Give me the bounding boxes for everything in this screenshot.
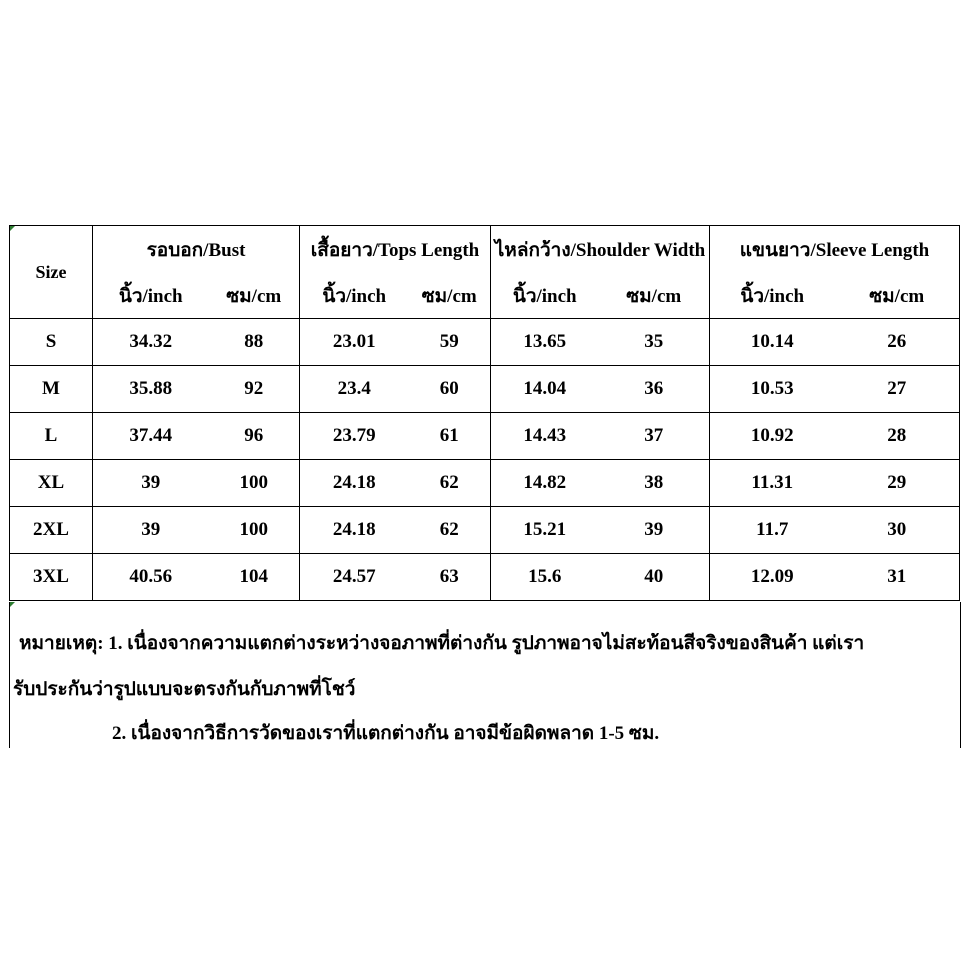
bust-inch-cell: 37.44 — [93, 413, 209, 460]
bust-inch-cell: 39 — [93, 460, 209, 507]
size-cell: L — [10, 413, 93, 460]
shoulder-cm-cell: 38 — [599, 460, 710, 507]
sleeve-cm-cell: 28 — [835, 413, 960, 460]
unit-cm-header: ซม/cm — [599, 273, 710, 319]
notes-section — [9, 602, 961, 748]
length-inch-cell: 24.18 — [300, 507, 409, 554]
sleeve-inch-cell: 12.09 — [710, 554, 835, 601]
table-row — [10, 507, 960, 554]
shoulder-cm-cell: 39 — [599, 507, 710, 554]
bust-cm-cell: 100 — [209, 507, 300, 554]
shoulder-inch-cell: 13.65 — [491, 319, 599, 366]
length-inch-cell: 24.18 — [300, 460, 409, 507]
sleeve-cm-cell: 27 — [835, 366, 960, 413]
shoulder-cm-cell: 35 — [599, 319, 710, 366]
note-line-1: หมายเหตุ: 1. เนื่องจากความแตกต่างระหว่างจอภาพที่ต่างกัน รูปภาพอาจไม่สะท้อนสีจริงของสินค้า แต่เรา — [19, 633, 865, 654]
sleeve-cm-cell: 30 — [835, 507, 960, 554]
unit-cm-header: ซม/cm — [409, 273, 491, 319]
length-inch-cell: 23.4 — [300, 366, 409, 413]
header-row-units — [10, 273, 960, 319]
sleeve-length-header: แขนยาว/Sleeve Length — [710, 226, 960, 274]
length-cm-cell: 59 — [409, 319, 491, 366]
length-cm-cell: 60 — [409, 366, 491, 413]
sleeve-inch-cell: 10.92 — [710, 413, 835, 460]
size-cell: XL — [10, 460, 93, 507]
header-row-groups — [10, 226, 960, 274]
length-inch-cell: 24.57 — [300, 554, 409, 601]
length-cm-cell: 62 — [409, 460, 491, 507]
shoulder-inch-cell: 15.6 — [491, 554, 599, 601]
length-inch-cell: 23.01 — [300, 319, 409, 366]
unit-cm-header: ซม/cm — [209, 273, 300, 319]
bust-inch-cell: 35.88 — [93, 366, 209, 413]
sleeve-inch-cell: 11.31 — [710, 460, 835, 507]
bust-inch-cell: 40.56 — [93, 554, 209, 601]
bust-cm-cell: 92 — [209, 366, 300, 413]
bust-inch-cell: 39 — [93, 507, 209, 554]
size-cell: M — [10, 366, 93, 413]
bust-inch-cell: 34.32 — [93, 319, 209, 366]
length-cm-cell: 63 — [409, 554, 491, 601]
unit-cm-header: ซม/cm — [835, 273, 960, 319]
table-row — [10, 554, 960, 601]
size-header: Size — [10, 226, 93, 319]
bust-cm-cell: 88 — [209, 319, 300, 366]
unit-inch-header: นิ้ว/inch — [491, 273, 599, 319]
shoulder-inch-cell: 15.21 — [491, 507, 599, 554]
shoulder-inch-cell: 14.43 — [491, 413, 599, 460]
bust-cm-cell: 104 — [209, 554, 300, 601]
shoulder-inch-cell: 14.04 — [491, 366, 599, 413]
shoulder-width-header: ไหล่กว้าง/Shoulder Width — [491, 226, 710, 274]
shoulder-cm-cell: 40 — [599, 554, 710, 601]
table-row — [10, 413, 960, 460]
unit-inch-header: นิ้ว/inch — [93, 273, 209, 319]
note-line-3: 2. เนื่องจากวิธีการวัดของเราที่แตกต่างกัน อาจมีข้อผิดพลาด 1-5 ซม. — [112, 723, 660, 744]
note-line-2: รับประกันว่ารูปแบบจะตรงกันกับภาพที่โชว์ — [13, 679, 356, 700]
bust-cm-cell: 96 — [209, 413, 300, 460]
unit-inch-header: นิ้ว/inch — [710, 273, 835, 319]
size-cell: 2XL — [10, 507, 93, 554]
tops-length-header: เสื้อยาว/Tops Length — [300, 226, 491, 274]
sleeve-cm-cell: 29 — [835, 460, 960, 507]
shoulder-inch-cell: 14.82 — [491, 460, 599, 507]
sleeve-cm-cell: 31 — [835, 554, 960, 601]
size-cell: S — [10, 319, 93, 366]
sleeve-inch-cell: 11.7 — [710, 507, 835, 554]
table-row — [10, 460, 960, 507]
table-row — [10, 319, 960, 366]
table-row — [10, 366, 960, 413]
size-chart — [9, 225, 959, 601]
unit-inch-header: นิ้ว/inch — [300, 273, 409, 319]
corner-marker — [10, 226, 15, 231]
size-cell: 3XL — [10, 554, 93, 601]
size-table — [9, 225, 960, 601]
length-cm-cell: 62 — [409, 507, 491, 554]
shoulder-cm-cell: 36 — [599, 366, 710, 413]
sleeve-cm-cell: 26 — [835, 319, 960, 366]
length-inch-cell: 23.79 — [300, 413, 409, 460]
bust-cm-cell: 100 — [209, 460, 300, 507]
sleeve-inch-cell: 10.53 — [710, 366, 835, 413]
bust-header: รอบอก/Bust — [93, 226, 300, 274]
shoulder-cm-cell: 37 — [599, 413, 710, 460]
length-cm-cell: 61 — [409, 413, 491, 460]
sleeve-inch-cell: 10.14 — [710, 319, 835, 366]
